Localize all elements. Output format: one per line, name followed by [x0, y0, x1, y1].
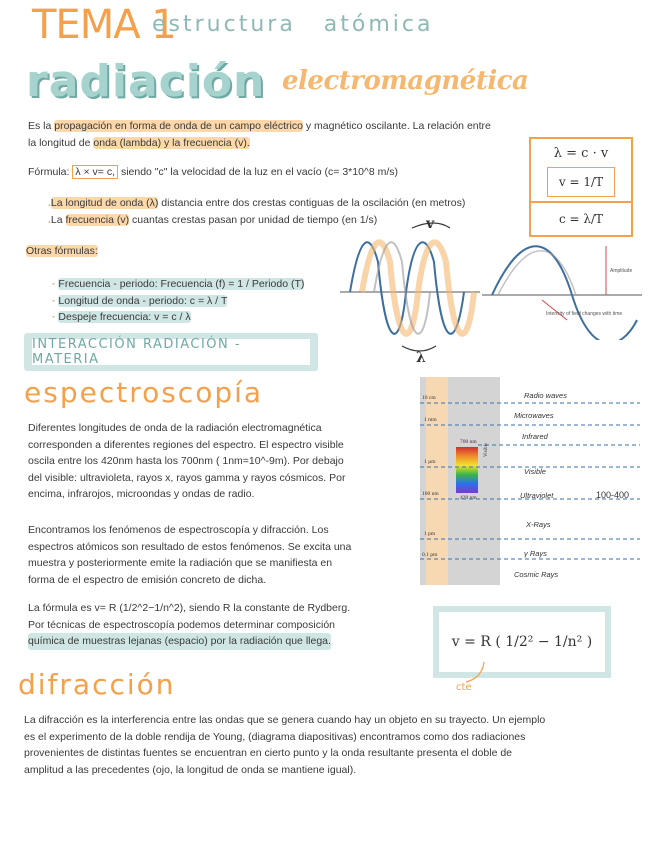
section-banner-text: INTERACCIÓN RADIACIÓN - MATERIA [32, 337, 242, 367]
text-line: es el experimento de la doble rendija de Young, (diagrama diapositivas) encontramos como dos radiaciones [24, 730, 526, 743]
section-banner [24, 333, 318, 371]
uv-range-note: 100-400 [596, 490, 630, 500]
difraccion-title: difracción [18, 668, 176, 701]
text-line: corresponden a diferentes regiones del espectro. El espectro visible [28, 438, 344, 451]
scale-label: 1 µm [424, 459, 436, 465]
text-line: química de muestras lejanas (espacio) por la radiación que llega. [28, 633, 331, 650]
rydberg-formula: v = R ( 1/2² − 1/n² ) [451, 634, 593, 650]
text-span: Fórmula: [28, 166, 73, 178]
highlight: frecuencia (v) [65, 213, 130, 226]
formula-text: v = 1/T [558, 175, 604, 189]
scale-label: 1 pm [424, 531, 436, 537]
text-line: forma de el espectro de emisión concreto de dicha. [28, 573, 267, 586]
text-line: espectros atómicos son resultado de estos fenómenos. Se excita una [28, 540, 352, 553]
cte-arrow [462, 660, 492, 686]
otras-label [26, 243, 98, 260]
text-line: amplitud a las precedentes (ojo, la longitud de onda se mantiene igual). [24, 763, 357, 776]
highlight: Longitud de onda - periodo: c = λ / T [58, 294, 228, 307]
text-line: La difracción es la interferencia entre las ondas que se genera cuando hay un objeto en su trayecto. Un ejemplo [24, 714, 546, 726]
highlight: onda (lambda) y la frecuencia (v). [93, 136, 250, 149]
tema-label: TEMA 1 [32, 2, 176, 48]
otras-item: · Longitud de onda - periodo: c = λ / T [52, 294, 228, 307]
formula-line [28, 164, 528, 181]
visible-label: Visible [484, 442, 489, 457]
nu-mark: v [426, 216, 435, 232]
text-span: siendo "c" la velocidad de la luz en el vacío (c= 3*10^8 m/s) [118, 166, 399, 178]
text-line: Por técnicas de espectroscopía podemos determinar composición [28, 618, 335, 631]
text-line: provenientes de distintas fuentes se encuentran en cierto punto y la onda resultante presenta el doble de [24, 747, 512, 759]
formula-lambda [531, 139, 631, 167]
formula-text: c = λ/T [558, 212, 604, 226]
scale-label: 1 mm [424, 417, 437, 423]
region-label: Ultraviolet [520, 491, 554, 500]
scale-label: 700 nm [460, 439, 477, 445]
amplitude-diagram [482, 240, 642, 340]
text-line: oscila entre los 420nm hasta los 700nm ( 1nm=10^-9m). Por debajo [28, 455, 344, 467]
intro-paragraph [28, 118, 528, 151]
formula-panel [529, 137, 633, 237]
wave-illustration [340, 222, 480, 362]
definition-item: .La longitud de onda (λ) distancia entre dos crestas contiguas de la oscilación (en metros) [48, 197, 466, 209]
highlight: Despeje frecuencia: v = c / λ [58, 311, 191, 323]
difraccion-paragraph [24, 712, 636, 778]
section-banner-inner [32, 339, 310, 365]
lambda-mark: λ [416, 350, 426, 366]
text-line: encima, infrarojos, microondas y ondas de radio. [28, 488, 255, 500]
page-subtitle: estructura atómica [152, 12, 434, 37]
otras-item: · Despeje frecuencia: v = c / λ [52, 311, 191, 323]
region-label: Infrared [522, 432, 548, 441]
region-label: Microwaves [514, 411, 554, 420]
page-title-secondary: electromagnética [282, 66, 529, 96]
spectrum-region-labels [510, 377, 630, 585]
rydberg-box [433, 606, 611, 678]
highlight: La longitud de onda (λ) [50, 197, 159, 209]
boxed-formula: λ × v= c, [72, 165, 118, 179]
amplitude-label: Amplitude [610, 268, 633, 274]
espectroscopia-paragraph-3 [28, 600, 408, 650]
formula-v [547, 167, 615, 197]
text-span: y magnético oscilante. La relación entre [302, 120, 491, 132]
otras-item: · Frecuencia - periodo: Frecuencia (f) = 1 / Periodo (T) [52, 278, 305, 290]
region-label: Cosmic Rays [514, 570, 559, 579]
page-title: radiación [26, 56, 266, 107]
region-label: Radio waves [524, 391, 567, 400]
region-label: Visible [524, 467, 546, 476]
scale-label: 10 cm [422, 395, 436, 401]
region-label: X-Rays [526, 520, 551, 529]
text-span: la longitud de [28, 136, 94, 149]
text-line: La fórmula es v= R (1/2^2−1/n^2), siendo R la constante de Rydberg. [28, 602, 351, 614]
espectroscopia-title: espectroscopía [24, 376, 264, 409]
espectroscopia-paragraph-1 [28, 420, 408, 503]
cte-note: cte [456, 682, 472, 693]
otras-list [52, 276, 352, 326]
highlight: propagación en forma de onda de un campo eléctrico [54, 120, 303, 132]
espectroscopia-paragraph-2 [28, 522, 408, 588]
region-label: γ Rays [524, 549, 547, 558]
text-span: cuantas crestas pasan por unidad de tiempo (en 1/s) [129, 213, 378, 226]
text-line: Diferentes longitudes de onda de la radiación electromagnética [28, 422, 322, 434]
wave-blue [492, 246, 637, 340]
formula-text: λ = c · v [553, 145, 609, 161]
caption-label: Intensity of field changes with time [546, 311, 623, 317]
highlight: Frecuencia - periodo: Frecuencia (f) = 1 / Periodo (T) [58, 278, 305, 290]
definition-item: .La frecuencia (v) cuantas crestas pasan por unidad de tiempo (en 1/s) [48, 213, 378, 226]
scale-label: 100 nm [422, 491, 439, 497]
text-span: La [50, 213, 66, 226]
pointer-line [542, 300, 567, 320]
wave-orange [362, 242, 474, 334]
text-line: muestra y posteriormente emite la radiación que se manifiesta en [28, 557, 333, 569]
text-span: Es la [28, 120, 55, 132]
text-line: Encontramos los fenómenos de espectroscopía y difracción. Los [28, 524, 329, 536]
text-span: distancia entre dos crestas contiguas de la oscilación (en metros) [158, 197, 466, 209]
highlight: Otras fórmulas: [26, 245, 98, 257]
text-line: del visible: ultravioleta, rayos x, rayos gamma y rayos cósmicos. Por [28, 471, 346, 484]
scale-label: 0.1 pm [422, 552, 438, 558]
scale-label: 420 nm [460, 495, 477, 501]
formula-c [531, 201, 631, 235]
